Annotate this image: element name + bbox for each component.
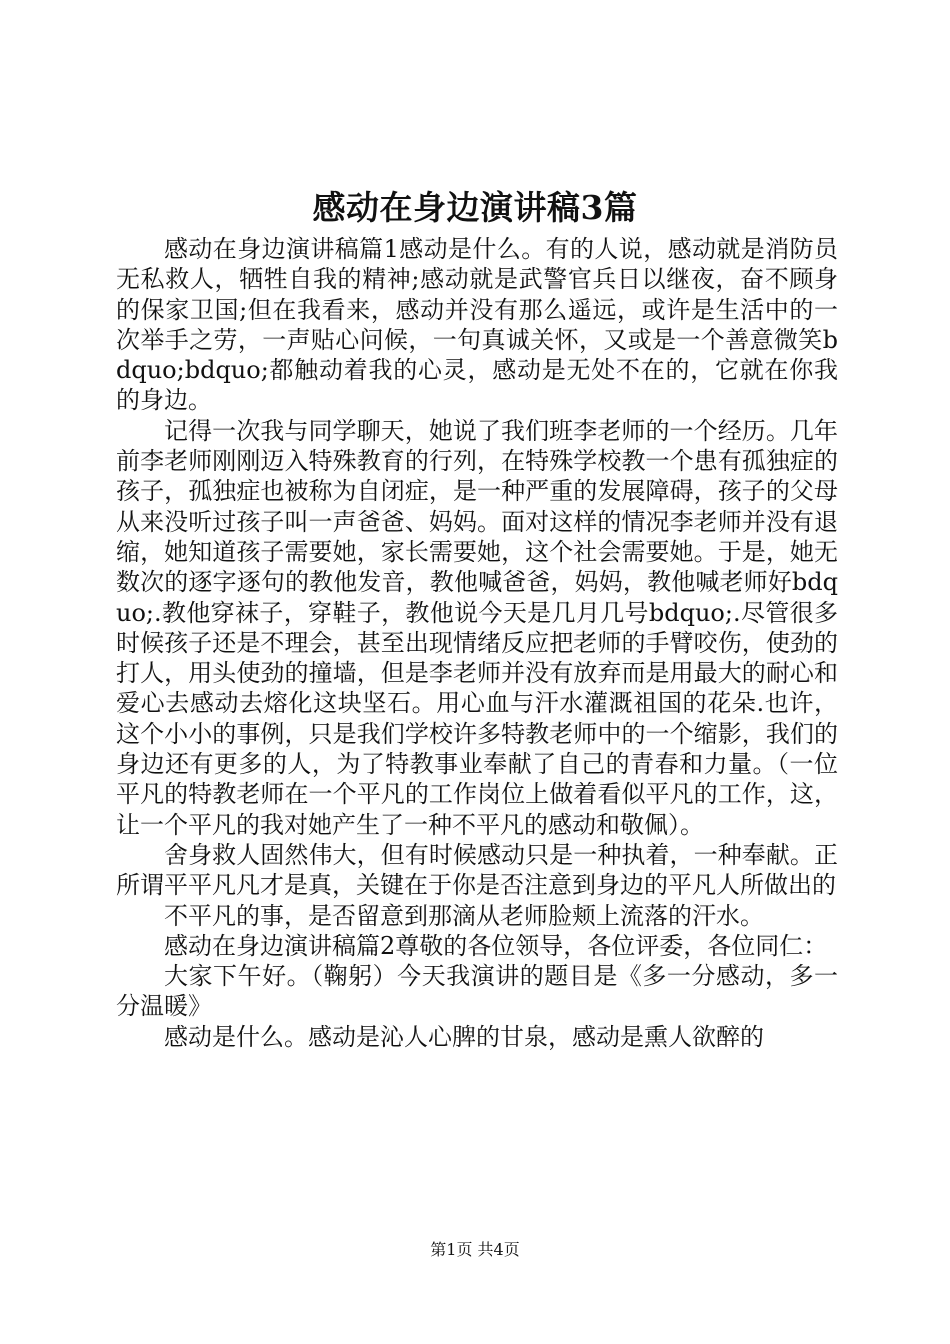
- paragraph: 感动在身边演讲稿篇1感动是什么。有的人说，感动就是消防员无私救人，牺牲自我的精神;感动就是武警官兵日以继夜，奋不顾身的保家卫国;但在我看来，感动并没有那么遥远，或许是生活中的一次举手之劳，一声贴心问候，一句真诚关怀，又或是一个善意微笑bdquo;bdquo;都触动着我的心灵，感动是无处不在的，它就在你我的身边。: [116, 235, 838, 415]
- paragraph: 感动是什么。感动是沁人心脾的甘泉，感动是熏人欲醉的: [164, 1022, 764, 1051]
- paragraph: 舍身救人固然伟大，但有时候感动只是一种执着，一种奉献。正所谓平平凡凡才是真，关键在于你是否注意到身边的平凡人所做出的: [116, 840, 838, 900]
- document-body: [116, 234, 838, 1052]
- paragraph: 感动在身边演讲稿篇2尊敬的各位领导，各位评委，各位同仁：: [164, 931, 828, 960]
- page-number-footer: 第1页 共4页: [430, 1240, 520, 1259]
- document-title: 感动在身边演讲稿3篇: [312, 188, 638, 227]
- paragraph: 不平凡的事，是否留意到那滴从老师脸颊上流落的汗水。: [164, 901, 764, 930]
- paragraph: 大家下午好。（鞠躬）今天我演讲的题目是《多一分感动，多一分温暖》: [116, 962, 838, 1021]
- paragraph: 记得一次我与同学聊天，她说了我们班李老师的一个经历。几年前李老师刚刚迈入特殊教育的行列，在特殊学校教一个患有孤独症的孩子，孤独症也被称为自闭症，是一种严重的发展障碍，孩子的父母从来没听过孩子叫一声爸爸、妈妈。面对这样的情况李老师并没有退缩，她知道孩子需要她，家长需要她，这个社会需要她。于是，她无数次的逐字逐句的教他发音，教他喊爸爸，妈妈，教他喊老师好bdquo;.教他穿袜子，穿鞋子，教他说今天是几月几号bdquo;.尽管很多时候孩子还是不理会，甚至出现情绪反应把老师的手臂咬伤，使劲的打人，用头使劲的撞墙，但是李老师并没有放弃而是用最大的耐心和爱心去感动去熔化这块坚石。用心血与汗水灌溉祖国的花朵.也许，这个小小的事例，只是我们学校许多特教老师中的一个缩影，我们的身边还有更多的人，为了特教事业奉献了自己的青春和力量。（一位平凡的特教老师在一个平凡的工作岗位上做着看似平凡的工作，这，让一个平凡的我对她产生了一种不平凡的感动和敬佩）。: [116, 416, 838, 839]
